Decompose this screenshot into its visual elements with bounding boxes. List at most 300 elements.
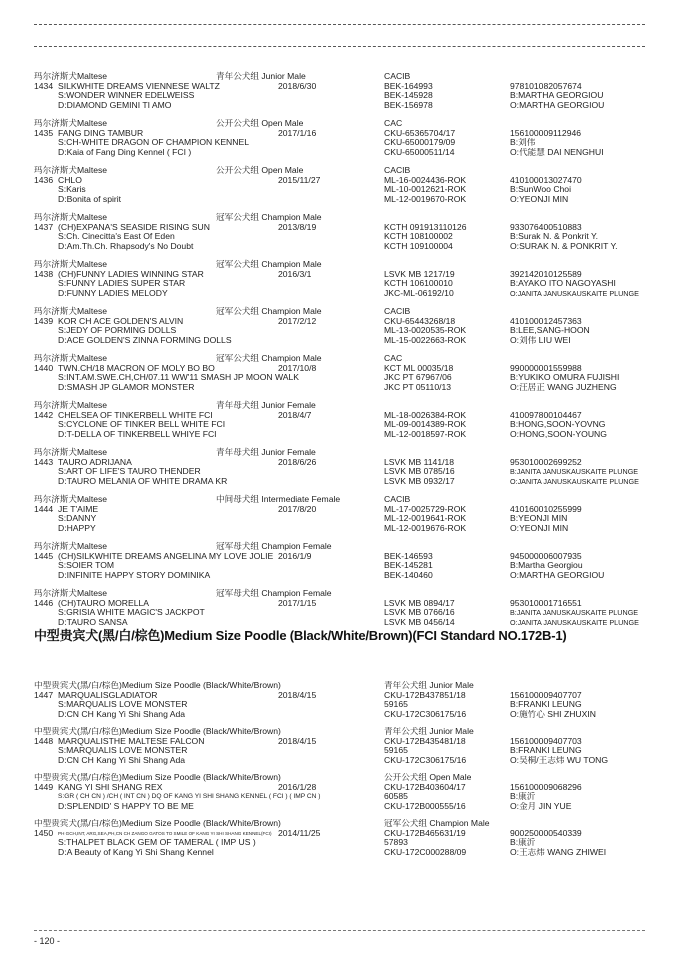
entry-name-line [34,176,384,186]
owner-column [510,783,650,812]
owner-column [510,829,650,858]
entry-dog-info [34,773,384,811]
entry-record [34,354,646,401]
birth-date: 2016/3/1 [278,268,312,279]
owner-line: 978101082057674 [510,81,582,91]
sire: S:THALPET BLACK GEM OF TAMERAL ( IMP US ) [58,838,256,848]
breed-label: 中型贵宾犬(黑/白/棕色)Medium Size Poodle (Black/White/Brown) [34,773,281,782]
registration-column [384,495,509,533]
registration-line: LSVK MB 0785/16 [384,467,455,477]
registration-line: ML-13-0020535-ROK [384,326,467,336]
dam: D:T-DELLA OF TINKERBELL WHIYE FCI [58,429,217,439]
sire: S:MARQUALIS LOVE MONSTER [58,700,188,710]
owner-line [510,72,650,82]
owner-line: O:MARTHA GEORGIOU [510,570,605,580]
sire: S:MARQUALIS LOVE MONSTER [58,746,188,756]
owner-line: B:AYAKO ITO NAGOYASHI [510,279,616,289]
registration-line: CKU-172B437851/18 [384,690,466,700]
entry-name-line [34,458,384,468]
registration-line: KCT ML 00035/18 [384,363,454,373]
registration-line: LSVK MB 0766/16 [384,608,455,618]
birth-date: 2017/10/8 [278,362,317,373]
entry-record [34,448,646,495]
owner-line: 953010002699252 [510,457,582,467]
registration-line: KCTH 106100010 [384,279,453,289]
sire: S:WONDER WINNER EDELWEISS [58,91,195,101]
entry-number: 1449 [34,781,54,792]
breed-label: 玛尔济斯犬Maltese [34,118,108,128]
class-label: 冠军公犬组 Champion Male [216,259,322,269]
owner-line: B:MARTHA GEORGIOU [510,91,604,101]
section-title: 中型贵宾犬(黑/白/棕色)Medium Size Poodle (Black/White/Brown)(FCI Standard NO.172B-1) [34,628,567,643]
registration-column [384,681,509,719]
entry-dog-info [34,727,384,765]
entry-number: 1443 [34,456,54,467]
registration-column [384,260,509,298]
registration-line: 青年公犬组 Junior Male [384,727,474,736]
dog-name: CHELSEA OF TINKERBELL WHITE FCI [58,409,213,420]
class-label: 冠军公犬组 Champion Male [216,353,322,363]
owner-line: 392142010125589 [510,269,582,279]
owner-line: B:FRANKI LEUNG [510,700,582,710]
owner-line [510,213,650,223]
entry-header [34,166,384,176]
sire: S:JEDY OF PORMING DOLLS [58,326,177,336]
owner-line: B:JANITA JANUSKAUSKAITE PLUNGE [510,608,639,618]
registration-line: CACIB [384,495,411,504]
sire: S:SOIER TOM [58,561,115,571]
birth-date: 2018/6/30 [278,80,317,91]
dam: D:ACE GOLDEN'S ZINNA FORMING DOLLS [58,335,232,345]
registration-line: KCTH 091913110126 [384,222,467,232]
sire: S:INT.AM.SWE.CH,CH/07.11 WW'11 SMASH JP MOON WALK [58,373,300,383]
top-divider [34,24,645,25]
owner-line: O:代能慧 DAI NENGHUI [510,147,604,157]
owner-line: O:MARTHA GEORGIOU [510,100,605,110]
entry-number: 1436 [34,174,54,185]
dam: D:INFINITE HAPPY STORY DOMINIKA [58,570,211,580]
registration-line: CKU-65000511/14 [384,147,455,157]
entry-number: 1440 [34,362,54,373]
breed-label: 玛尔济斯犬Maltese [34,165,108,175]
entry-dog-info [34,448,384,486]
entry-name-line [34,783,384,793]
entry-number: 1437 [34,221,54,232]
dam: D:FUNNY LADIES MELODY [58,288,168,298]
owner-line: 953010001716551 [510,598,582,608]
entry-name-line [34,82,384,92]
registration-line [384,448,509,458]
dam: D:SPLENDID' S HAPPY TO BE ME [58,801,194,811]
entry-name-line [34,317,384,327]
top-divider-2 [34,46,645,47]
owner-line: B:JANITA JANUSKAUSKAITE PLUNGE [510,467,639,477]
registration-line: CKU-65000179/09 [384,138,456,148]
owner-line: O:金月 JIN YUE [510,801,572,811]
birth-date: 2016/1/9 [278,550,312,561]
registration-line: CAC [384,119,403,128]
birth-date: 2013/8/19 [278,221,317,232]
entry-record [34,727,646,773]
birth-date: 2014/11/25 [278,827,321,838]
registration-line: KCTH 108100002 [384,232,453,242]
owner-line: O:刘伟 LIU WEI [510,335,571,345]
entry-name-line [34,223,384,233]
registration-line: CKU-65443268/18 [384,316,456,326]
registration-column [384,307,509,345]
owner-line: 410100012457363 [510,316,582,326]
owner-column [510,354,650,392]
sire: S:FUNNY LADIES SUPER STAR [58,279,186,289]
registration-column [384,448,509,486]
birth-date: 2017/2/12 [278,315,317,326]
entry-dog-info [34,119,384,157]
entry-number: 1444 [34,503,54,514]
dog-name: JE T'AIME [58,503,99,514]
entry-dog-info [34,354,384,392]
entry-name-line [34,691,384,701]
dog-name: CHLO [58,174,82,185]
birth-date: 2018/4/15 [278,689,317,700]
owner-line: O:JANITA JANUSKAUSKAITE PLUNGE [510,617,639,627]
owner-line [510,119,650,129]
entry-record [34,307,646,354]
breed-label: 玛尔济斯犬Maltese [34,306,108,316]
sire: S:Ch. Cinecitta's East Of Eden [58,232,175,242]
breed-label: 中型贵宾犬(黑/白/棕色)Medium Size Poodle (Black/White/Brown) [34,727,281,736]
class-label: 公开公犬组 Open Male [216,118,304,128]
entry-number: 1434 [34,80,54,91]
entry-number: 1435 [34,127,54,138]
owner-column [510,495,650,533]
owner-line: 156100009407707 [510,690,582,700]
entry-number: 1438 [34,268,54,279]
registration-line: 公开公犬组 Open Male [384,773,472,782]
registration-line: JKC PT 05110/13 [384,382,452,392]
owner-line: 410100013027470 [510,175,582,185]
class-label: 青年母犬组 Junior Female [216,447,316,457]
registration-line: ML-18-0026384-ROK [384,410,467,420]
registration-column [384,819,509,857]
class-label: 冠军母犬组 Champion Female [216,588,332,598]
owner-line: 933076400510883 [510,222,582,232]
entry-dog-info [34,819,384,857]
breed-label: 玛尔济斯犬Maltese [34,353,108,363]
sire: S:Karis [58,185,86,195]
dog-name: TAURO ADRIJANA [58,456,132,467]
registration-line: 青年公犬组 Junior Male [384,681,474,690]
owner-column [510,589,650,627]
owner-column [510,542,650,580]
birth-date: 2017/8/20 [278,503,317,514]
owner-column [510,691,650,720]
registration-column [384,773,509,811]
class-label: 青年母犬组 Junior Female [216,400,316,410]
breed-label: 玛尔济斯犬Maltese [34,259,108,269]
entry-record [34,773,646,819]
owner-line: B:Surak N. & Ponkrit Y. [510,232,599,242]
registration-line: LSVK MB 0932/17 [384,476,455,486]
owner-line: O:施竹心 SHI ZHUXIN [510,709,596,719]
registration-line: ML-17-0025729-ROK [384,504,467,514]
registration-line: CKU-172B435481/18 [384,736,466,746]
entry-record [34,260,646,307]
registration-column [384,542,509,580]
owner-line [510,401,650,411]
sire: S:GRISIA WHITE MAGIC'S JACKPOT [58,608,205,618]
entry-number: 1447 [34,689,54,700]
breed-label: 玛尔济斯犬Maltese [34,494,108,504]
owner-line: B:康沂 [510,792,536,802]
dog-name: SILKWHITE DREAMS VIENNESE WALTZ [58,80,220,91]
owner-line: B:YEONJI MIN [510,514,568,524]
owner-line [510,448,650,458]
registration-line: ML-12-0019676-ROK [384,523,467,533]
registration-line: CACIB [384,72,411,81]
registration-line: JKC PT 67967/06 [384,373,452,383]
owner-line: O:JANITA JANUSKAUSKAITE PLUNGE [510,288,639,298]
owner-column [510,401,650,439]
dog-name: (CH)FUNNY LADIES WINNING STAR [58,268,204,279]
registration-column [384,354,509,392]
entry-name-line [34,129,384,139]
entry-record [34,72,646,119]
entry-record [34,401,646,448]
owner-line: B:Martha Georgiou [510,561,583,571]
dam: D:A Beauty of Kang Yi Shi Shang Kennel [58,847,214,857]
dam: D:TAURO SANSA [58,617,128,627]
entry-name-line [34,829,384,839]
registration-line: CKU-172B000555/16 [384,801,466,811]
registration-line: ML-12-0019641-ROK [384,514,467,524]
dog-name: FANG DING TAMBUR [58,127,144,138]
owner-column [510,737,650,766]
registration-column [384,166,509,204]
poodle-entries [34,681,646,865]
registration-line [384,542,509,552]
owner-line [510,542,650,552]
owner-line [510,166,650,176]
owner-line: 410160010255999 [510,504,582,514]
entry-number: 1450 [34,827,54,838]
footer-divider [34,930,645,931]
entry-dog-info [34,307,384,345]
class-label: 公开公犬组 Open Male [216,165,304,175]
breed-label: 玛尔济斯犬Maltese [34,400,108,410]
owner-line: O:王志炜 WANG ZHIWEI [510,847,607,857]
registration-line: BEK-146593 [384,551,433,561]
dog-name: (CH)SILKWHITE DREAMS ANGELINA MY LOVE JOLIE [58,550,274,561]
breed-label: 玛尔济斯犬Maltese [34,212,108,222]
registration-line: CAC [384,354,403,363]
owner-line: O:HONG,SOON-YOUNG [510,429,607,439]
dam: D:CN CH Kang Yi Shi Shang Ada [58,709,186,719]
entry-dog-info [34,72,384,110]
entry-number: 1446 [34,597,54,608]
owner-line: 410097800104467 [510,410,582,420]
birth-date: 2015/11/27 [278,174,321,185]
registration-line: LSVK MB 0894/17 [384,598,455,608]
sire: S:CH-WHITE DRAGON OF CHAMPION KENNEL [58,138,249,148]
registration-line: CKU-172C306175/16 [384,709,467,719]
birth-date: 2017/1/16 [278,127,317,138]
registration-line: LSVK MB 1217/19 [384,269,455,279]
class-label: 冠军公犬组 Champion Male [216,212,322,222]
registration-line: 60585 [384,792,408,802]
breed-label: 玛尔济斯犬Maltese [34,588,108,598]
registration-line [384,260,509,270]
registration-line: 冠军公犬组 Champion Male [384,819,490,828]
owner-line: B:LEE,SANG-HOON [510,326,590,336]
registration-line: JKC-ML-06192/10 [384,288,454,298]
owner-line: B:YUKIKO OMURA FUJISHI [510,373,620,383]
entry-name-line [34,552,384,562]
registration-column [384,213,509,251]
registration-column [384,119,509,157]
registration-line: BEK-164993 [384,81,433,91]
dog-name: PH GCH,INT, ARG,SEA,PH,CN CH ZANGO GATOS TO SMILE OF KANG YI SHI SHANG KENNEL(FCI) [58,830,272,836]
registration-line: ML-12-0018597-ROK [384,429,467,439]
owner-line: 156100009068296 [510,782,582,792]
entry-record [34,681,646,727]
sire: S:ART OF LIFE'S TAURO THENDER [58,467,201,477]
owner-column [510,307,650,345]
owner-line [510,354,650,364]
entry-record [34,166,646,213]
registration-line: BEK-140460 [384,570,433,580]
registration-line: LSVK MB 0456/14 [384,617,455,627]
owner-line: 945000006007935 [510,551,582,561]
registration-column [384,72,509,110]
dam: D:TAURO MELANIA OF WHITE DRAMA KR [58,476,228,486]
owner-line [510,495,650,505]
entry-name-line [34,270,384,280]
dam: D:Bonita of spirit [58,194,122,204]
owner-line: 156100009112946 [510,128,582,138]
registration-line: ML-12-0019670-ROK [384,194,467,204]
owner-column [510,119,650,157]
registration-line: ML-16-0024436-ROK [384,175,467,185]
class-label: 青年公犬组 Junior Male [216,71,306,81]
breed-label: 玛尔济斯犬Maltese [34,71,108,81]
birth-date: 2017/1/15 [278,597,317,608]
class-label: 冠军母犬组 Champion Female [216,541,332,551]
dog-name: KOR CH ACE GOLDEN'S ALVIN [58,315,184,326]
entry-dog-info [34,401,384,439]
owner-line: B:SunWoo Choi [510,185,571,195]
registration-line: CKU-65365704/17 [384,128,456,138]
sire: S:DANNY [58,514,97,524]
entry-record [34,495,646,542]
owner-line: O:YEONJI MIN [510,523,569,533]
entry-dog-info [34,213,384,251]
breed-label: 中型贵宾犬(黑/白/棕色)Medium Size Poodle (Black/White/Brown) [34,819,281,828]
entry-dog-info [34,542,384,580]
dog-name: KANG YI SHI SHANG REX [58,781,163,792]
dam: D:CN CH Kang Yi Shi Shang Ada [58,755,186,765]
registration-line: LSVK MB 1141/18 [384,457,455,467]
owner-line: O:SURAK N. & PONKRIT Y. [510,241,618,251]
dam: D:HAPPY [58,523,96,533]
entry-record [34,213,646,260]
owner-line: B:HONG,SOON-YOVNG [510,420,606,430]
entry-number: 1445 [34,550,54,561]
registration-line: BEK-145928 [384,91,433,101]
owner-line [510,589,650,599]
entry-dog-info [34,166,384,204]
owner-column [510,166,650,204]
entry-record [34,542,646,589]
birth-date: 2016/1/28 [278,781,317,792]
registration-line [384,213,509,223]
entry-name-line [34,411,384,421]
class-label: 冠军公犬组 Champion Male [216,306,322,316]
owner-column [510,448,650,486]
owner-line: B:FRANKI LEUNG [510,746,582,756]
entry-number: 1448 [34,735,54,746]
registration-column [384,727,509,765]
entry-name-line [34,364,384,374]
owner-line: O:YEONJI MIN [510,194,569,204]
dog-name: MARQUALISGLADIATOR [58,689,158,700]
owner-line [510,307,650,317]
dog-name: MARQUALISTHE MALTESE FALCON [58,735,205,746]
registration-line: CKU-172B403604/17 [384,782,466,792]
registration-line: CACIB [384,166,411,175]
registration-line: ML-15-0022663-ROK [384,335,467,345]
registration-line: KCTH 109100004 [384,241,453,251]
owner-column [510,213,650,251]
owner-line: O:汪居正 WANG JUZHENG [510,382,617,392]
registration-line: ML-10-0012621-ROK [384,185,467,195]
owner-line: 156100009407703 [510,736,582,746]
dog-name: (CH)TAURO MORELLA [58,597,150,608]
breed-label: 玛尔济斯犬Maltese [34,447,108,457]
page-number: - 120 - [34,936,61,946]
entry-name-line [34,737,384,747]
breed-label: 中型贵宾犬(黑/白/棕色)Medium Size Poodle (Black/White/Brown) [34,681,281,690]
owner-line: O:JANITA JANUSKAUSKAITE PLUNGE [510,476,639,486]
dam: D:SMASH JP GLAMOR MONSTER [58,382,195,392]
registration-column [384,401,509,439]
sire: S:GR ( CH CN ) /CH ( INT CN ) DQ OF KANG YI SHI SHANG KENNEL ( FCI ) ( IMP CN ) [58,793,321,801]
owner-line: 900250000540339 [510,828,582,838]
owner-line: 990000001559988 [510,363,582,373]
entry-record [34,819,646,865]
owner-line: B:康沂 [510,838,536,848]
birth-date: 2018/4/7 [278,409,312,420]
registration-line: 57893 [384,838,408,848]
dog-name: (CH)EXPANA'S SEASIDE RISING SUN [58,221,210,232]
entry-dog-info [34,260,384,298]
entry-dog-info [34,495,384,533]
owner-line: B:刘伟 [510,138,536,148]
breed-label: 玛尔济斯犬Maltese [34,541,108,551]
registration-line: CKU-172C000288/09 [384,847,467,857]
entry-record [34,119,646,166]
registration-line: CKU-172C306175/16 [384,755,467,765]
registration-line [384,589,509,599]
entry-number: 1439 [34,315,54,326]
dam: D:Am.Th.Ch. Rhapsody's No Doubt [58,241,194,251]
registration-line: BEK-145281 [384,561,433,571]
owner-line: O:吴桐/王志炜 WU TONG [510,755,609,765]
maltese-entries [34,72,646,636]
dam: D:Kaia of Fang Ding Kennel ( FCI ) [58,147,192,157]
dog-name: TWN.CH/18 MACRON OF MOLY BO BO [58,362,215,373]
sire: S:CYCLONE OF TINKER BELL WHITE FCI [58,420,226,430]
entry-dog-info [34,681,384,719]
